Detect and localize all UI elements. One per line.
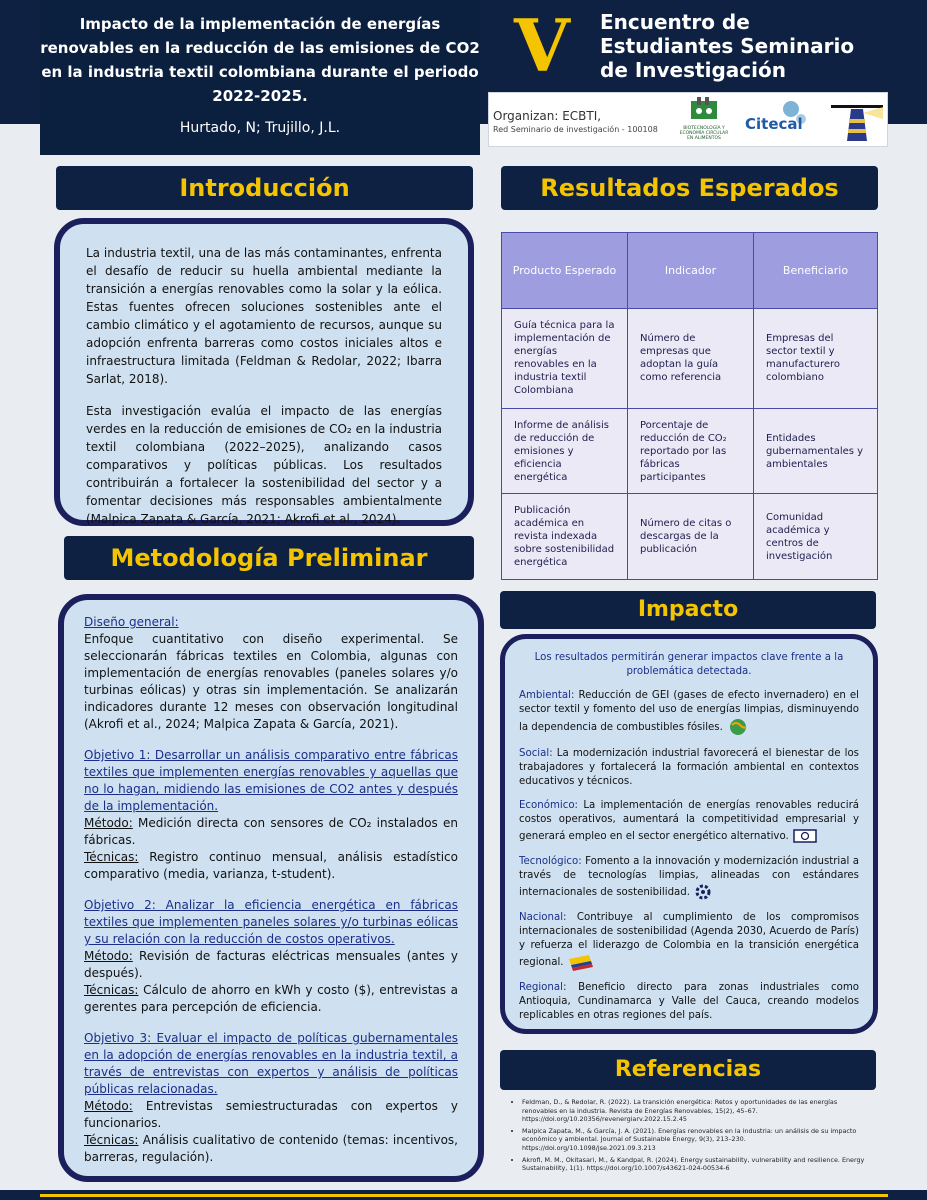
- impact-item: [519, 981, 859, 1023]
- impact-text: Reducción de GEI (gases de efecto invernadero) en el sector textil y fomento del uso de energías limpias, disminuyendo la dependencia de combustibles fósiles.: [519, 690, 859, 733]
- intro-panel: [54, 218, 474, 526]
- impacto-heading: Impacto: [500, 591, 876, 629]
- reference-item: • Akrofi, M. M., Okitasari, M., & Kandpal, R. (2024). Energy sustainability, vulnerability and resilience. Energy Sustainability, 1(1). https://doi.org/10.1007/s43621-024-00534-6: [522, 1156, 872, 1173]
- network-label: Red Seminario de investigación - 100108: [493, 125, 658, 134]
- impact-lead: Los resultados permitirán generar impactos clave frente a la problemática detectada.: [534, 652, 844, 677]
- impact-item: [519, 799, 859, 845]
- objective-3: Objetivo 3: Evaluar el impacto de políticas gubernamentales en la adopción de energías renovables en la industria textil, a través de entrevistas con expertos y análisis de políticas públicas relacionadas.: [84, 1031, 458, 1096]
- impact-item: [519, 911, 859, 971]
- table-cell: Número de citas o descargas de la publicación: [628, 494, 754, 580]
- svg-text:BIOTECNOLOGÍA Y: BIOTECNOLOGÍA Y: [683, 126, 725, 131]
- metodo-heading: Metodología Preliminar: [64, 536, 474, 580]
- techniques-text: Registro continuo mensual, análisis estadístico comparativo (media, varianza, t-student).: [84, 850, 458, 881]
- table-row: [502, 408, 878, 494]
- objective-2-techniques: [84, 982, 458, 1016]
- intro-paragraph: La industria textil, una de las más contaminantes, enfrenta el desafío de reducir su huella ambiental mediante la transición a energías renovables como la solar y la eólica. Estas fuentes ofrecen soluciones sostenibles ante el cambio climático y el agotamiento de recursos, aunque su adopción enfrenta barreras como costos iniciales altos e infraestructura limitada (Feldman & Redolar, 2022; Ibarra Sarlat, 2018).: [86, 246, 442, 386]
- referencias-heading: Referencias: [500, 1050, 876, 1090]
- column-header: Producto Esperado: [502, 233, 628, 309]
- event-numeral: V: [514, 3, 570, 88]
- techniques-label: Técnicas:: [84, 1133, 139, 1147]
- table-row: [502, 309, 878, 409]
- event-title-line: Encuentro de: [600, 10, 750, 34]
- table-cell: Número de empresas que adoptan la guía como referencia: [628, 309, 754, 409]
- table-cell: Comunidad académica y centros de investigación: [754, 494, 878, 580]
- reference-item: • Feldman, D., & Redolar, R. (2022). La transición energética: Retos y oportunidades de las energías renovables en la industria. Revista de Energías Renovables, 15(2), 45–67. https://doi.org/10.20356/revenergiarv.2022.15.2.45: [522, 1098, 872, 1124]
- citecal-logo: [741, 97, 811, 143]
- globe-icon: [726, 722, 750, 733]
- resultados-heading: Resultados Esperados: [501, 166, 878, 210]
- impact-key: Tecnológico:: [519, 856, 582, 867]
- method-label: Método:: [84, 816, 133, 830]
- table-cell: Entidades gubernamentales y ambientales: [754, 408, 878, 494]
- citecal-logo-text: Citecal: [745, 115, 803, 133]
- impact-text: La modernización industrial favorecerá el bienestar de los trabajadores y fortalecerá la formación ambiental en contextos educativos y técnicos.: [519, 748, 859, 787]
- svg-text:EN ALIMENTOS: EN ALIMENTOS: [687, 136, 721, 141]
- results-table: [501, 232, 878, 580]
- impact-text: Fomento a la innovación y modernización industrial a través de tecnologías limpias, alineadas con estándares internacionales de sostenibilidad.: [519, 856, 859, 898]
- organizers-text: [493, 109, 658, 137]
- column-header: Indicador: [628, 233, 754, 309]
- money-icon: [792, 831, 818, 842]
- metodo-panel: [58, 594, 484, 1182]
- techniques-text: Análisis cualitativo de contenido (temas: incentivos, barreras, regulación).: [84, 1133, 458, 1164]
- method-label: Método:: [84, 949, 133, 963]
- table-cell: Empresas del sector textil y manufacturero colombiano: [754, 309, 878, 409]
- impact-key: Ambiental:: [519, 690, 575, 701]
- impact-panel: [500, 634, 878, 1034]
- table-cell: Porcentaje de reducción de CO₂ reportado por las fábricas participantes: [628, 408, 754, 494]
- diseno-text: Enfoque cuantitativo con diseño experimental. Se seleccionarán fábricas textiles en Colombia, algunas con implementación de energías renovables (paneles solares y/o turbinas eólicas) y otras sin implementación. Se analizarán indicadores durante 12 meses con observación longitudinal (Akrofi et al., 2024; Malpica Zapata & García, 2021).: [84, 632, 458, 731]
- colombia-flag-icon: [567, 957, 593, 968]
- objective-1: Objetivo 1: Desarrollar un análisis comparativo entre fábricas textiles que implementen energías renovables y aquellas que no lo hagan, midiendo las emisiones de CO2 antes y después de la implementación.: [84, 748, 458, 813]
- reference-item: • Malpica Zapata, M., & García, J. A. (2021). Energías renovables en la industria: un análisis de su impacto económico y ambiental. Journal of Sustainable Energy, 9(3), 213–230. https://doi.org/10.1098/jse.2021.09.3.213: [522, 1127, 872, 1153]
- svg-text:ECONOMÍA CIRCULAR: ECONOMÍA CIRCULAR: [679, 131, 729, 136]
- impact-text: Beneficio directo para zonas industriales como Antioquia, Cundinamarca y Valle del Cauca, creando modelos replicables en otras regiones del país.: [519, 982, 859, 1021]
- impact-item: [519, 855, 859, 901]
- gear-icon: [693, 887, 713, 898]
- organizers-strip: [488, 92, 888, 147]
- table-cell: Guía técnica para la implementación de energías renovables en la industria textil Colombiana: [502, 309, 628, 409]
- techniques-text: Cálculo de ahorro en kWh y costo ($), entrevistas a gerentes para percepción de eficiencia.: [84, 983, 458, 1014]
- impact-text: La implementación de energías renovables reducirá costos operativos, aumentará la competitividad empresarial y generará empleo en el sector energético alternativo.: [519, 800, 859, 842]
- impact-key: Social:: [519, 748, 553, 759]
- organizers-label: Organizan: ECBTI,: [493, 109, 602, 123]
- references-list: [512, 1098, 872, 1176]
- method-label: Método:: [84, 1099, 133, 1113]
- footer-accent-line: [40, 1194, 888, 1197]
- method-text: Medición directa con sensores de CO₂ instalados en fábricas.: [84, 816, 458, 847]
- diseno-label: Diseño general:: [84, 615, 179, 629]
- method-text: Revisión de facturas eléctricas mensuales (antes y después).: [84, 949, 458, 980]
- impact-key: Regional:: [519, 982, 567, 993]
- impact-key: Nacional:: [519, 912, 567, 923]
- objective-2-method: [84, 948, 458, 982]
- objective-1-method: [84, 815, 458, 849]
- event-title-line: de Investigación: [600, 58, 786, 82]
- table-cell: Informe de análisis de reducción de emisiones y eficiencia energética: [502, 408, 628, 494]
- event-title: [600, 10, 854, 82]
- event-banner: [488, 0, 888, 90]
- impact-key: Económico:: [519, 800, 578, 811]
- impact-text: Contribuye al cumplimiento de los compromisos internacionales de sostenibilidad (Agenda 2030, Acuerdo de París) y refuerza el liderazgo de Colombia en la transición energética regional.: [519, 912, 859, 968]
- intro-heading: Introducción: [56, 166, 473, 210]
- poster-authors: Hurtado, N; Trujillo, J.L.: [179, 120, 341, 136]
- title-box: [40, 0, 480, 155]
- objective-2: Objetivo 2: Analizar la eficiencia energética en fábricas textiles que implementen paneles solares y/o turbinas eólicas y su relación con la reducción de costos operativos.: [84, 898, 458, 946]
- techniques-label: Técnicas:: [84, 850, 139, 864]
- poster-title: Impacto de la implementación de energías renovables en la reducción de las emisiones de CO2 en la industria textil colombiana durante el periodo 2022-2025.: [40, 15, 480, 105]
- table-cell: Publicación académica en revista indexada sobre sostenibilidad energética: [502, 494, 628, 580]
- table-row: [502, 494, 878, 580]
- intro-paragraph: Esta investigación evalúa el impacto de las energías verdes en la reducción de emisiones de CO₂ en la industria textil colombiana (2022–2025), analizando casos comparativos y políticas públicas. Los resultados contribuirán a fortalecer la sostenibilidad del sector y a fomentar decisiones más responsables ambientalmente (Malpica Zapata & García, 2021; Akrofi et al., 2024).: [86, 404, 442, 526]
- bio-logo: [669, 97, 739, 143]
- objective-3-method: [84, 1098, 458, 1132]
- techniques-label: Técnicas:: [84, 983, 139, 997]
- results-header-row: [502, 233, 878, 309]
- lighthouse-logo: [829, 97, 885, 143]
- impact-item: [519, 747, 859, 789]
- method-text: Entrevistas semiestructuradas con expertos y funcionarios.: [84, 1099, 458, 1130]
- objective-1-techniques: [84, 849, 458, 883]
- column-header: Beneficiario: [754, 233, 878, 309]
- event-title-line: Estudiantes Seminario: [600, 34, 855, 58]
- objective-3-techniques: [84, 1132, 458, 1166]
- impact-item: [519, 689, 859, 737]
